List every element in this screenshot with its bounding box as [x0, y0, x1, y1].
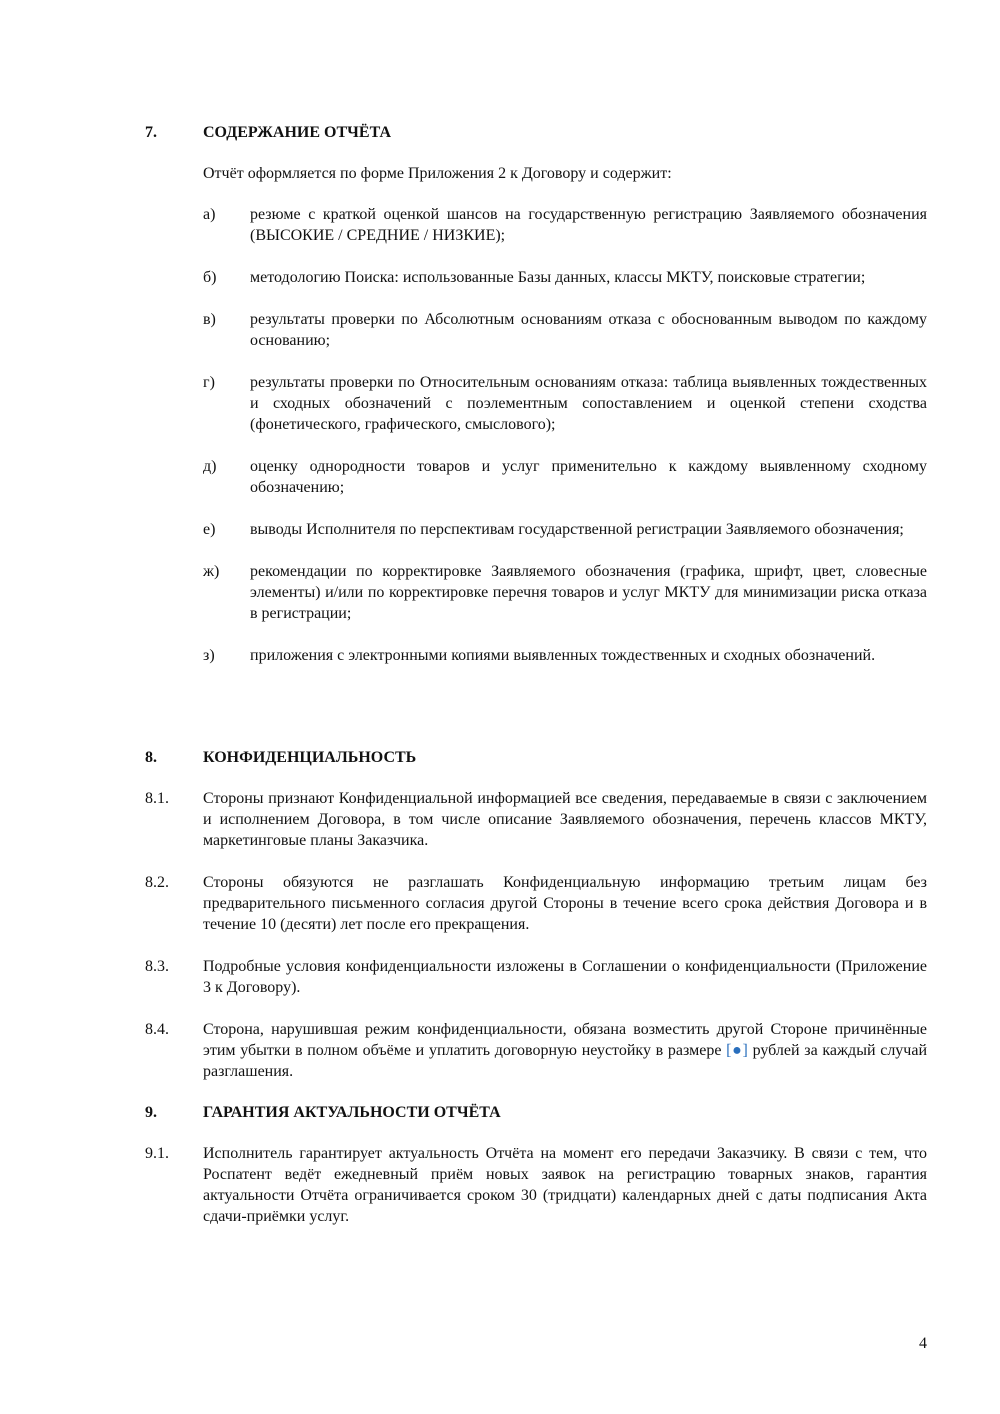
list-item-text: рекомендации по корректировке Заявляемого обозначения (графика, шрифт, цвет, словесные элементы) и/или по корректировке перечня товаров и услуг МКТУ для минимизации риска отказа в регистрации; [250, 563, 927, 622]
section-number: 8. [145, 749, 157, 766]
section-8 [145, 747, 927, 1082]
clause-text-before: Сторона, нарушившая режим конфиденциальности, обязана возместить другой Стороне причинённые этим убытки в полном объёме и уплатить договорную неустойку в размере [203, 1021, 927, 1059]
list-item-marker: г) [203, 374, 215, 391]
list-item-text: приложения с электронными копиями выявленных тождественных и сходных обозначений. [250, 647, 876, 664]
list-item [203, 204, 927, 246]
section-heading [145, 122, 927, 143]
section-title: КОНФИДЕНЦИАЛЬНОСТЬ [203, 749, 417, 766]
clause-number: 8.1. [145, 790, 169, 807]
clause-text: Стороны признают Конфиденциальной информацией все сведения, передаваемые в связи с заключением и исполнением Договора, в том числе описание Заявляемого обозначения, перечень классов МКТУ, маркетинговые планы Заказчика. [203, 790, 927, 849]
section-title: ГАРАНТИЯ АКТУАЛЬНОСТИ ОТЧЁТА [203, 1104, 501, 1121]
amount-placeholder: [●] [726, 1042, 748, 1059]
list-item-marker: д) [203, 458, 217, 475]
clause-number: 8.2. [145, 874, 169, 891]
list-item [203, 372, 927, 435]
clause-text-after: рублей за каждый случай разглашения. [203, 1042, 928, 1080]
clause-list [145, 1143, 927, 1227]
list-item-text: выводы Исполнителя по перспективам государственной регистрации Заявляемого обозначения; [250, 521, 904, 538]
section-7 [145, 122, 927, 666]
section-number: 7. [145, 124, 157, 141]
list-item-text: методологию Поиска: использованные Базы данных, классы МКТУ, поисковые стратегии; [250, 269, 866, 286]
list-item-marker: б) [203, 269, 217, 286]
section-heading [145, 747, 927, 768]
clause-text: Стороны обязуются не разглашать Конфиденциальную информацию третьим лицам без предварительного письменного согласия другой Стороны в течение всего срока действия Договора и в течение 10 (десяти) лет после его прекращения. [203, 874, 927, 933]
clause [145, 956, 927, 998]
list-item [203, 645, 927, 666]
section-9 [145, 1102, 927, 1227]
report-contents-list [203, 204, 927, 666]
section-intro: Отчёт оформляется по форме Приложения 2 к Договору и содержит: [203, 165, 672, 182]
list-item [203, 267, 927, 288]
list-item-marker: е) [203, 521, 216, 538]
page-number: 4 [919, 1335, 927, 1352]
list-item-text: резюме с краткой оценкой шансов на государственную регистрацию Заявляемого обозначения (ВЫСОКИЕ / СРЕДНИЕ / НИЗКИЕ); [250, 206, 927, 244]
list-item [203, 456, 927, 498]
list-item-text: оценку однородности товаров и услуг применительно к каждому выявленному сходному обозначению; [250, 458, 927, 496]
clause-number: 9.1. [145, 1145, 169, 1162]
list-item-marker: з) [203, 647, 215, 664]
list-item-text: результаты проверки по Абсолютным основаниям отказа с обоснованным выводом по каждому основанию; [250, 311, 927, 349]
list-item [203, 309, 927, 351]
clause [145, 788, 927, 851]
clause-list [145, 788, 927, 1082]
list-item-marker: ж) [203, 563, 220, 580]
list-item-marker: а) [203, 206, 216, 223]
section-heading [145, 1102, 927, 1123]
clause-text: Исполнитель гарантирует актуальность Отчёта на момент его передачи Заказчику. В связи с тем, что Роспатент ведёт ежедневный приём новых заявок на регистрацию товарных знаков, гарантия актуальности Отчёта ограничивается сроком 30 (тридцати) календарных дней с даты подписания Акта сдачи-приёмки услуг. [203, 1145, 927, 1225]
list-item [203, 561, 927, 624]
clause-text: Подробные условия конфиденциальности изложены в Соглашении о конфиденциальности (Приложение 3 к Договору). [203, 958, 927, 996]
clause [145, 1019, 927, 1082]
clause-number: 8.4. [145, 1021, 169, 1038]
clause [145, 872, 927, 935]
section-number: 9. [145, 1104, 157, 1121]
list-item [203, 519, 927, 540]
clause-text [203, 1019, 927, 1082]
clause [145, 1143, 927, 1227]
clause-number: 8.3. [145, 958, 169, 975]
list-item-marker: в) [203, 311, 216, 328]
section-title: СОДЕРЖАНИЕ ОТЧЁТА [203, 124, 391, 141]
list-item-text: результаты проверки по Относительным основаниям отказа: таблица выявленных тождественных и сходных обозначений с поэлементным сопоставлением и оценкой степени сходства (фонетического, графического, смыслового); [250, 374, 927, 433]
